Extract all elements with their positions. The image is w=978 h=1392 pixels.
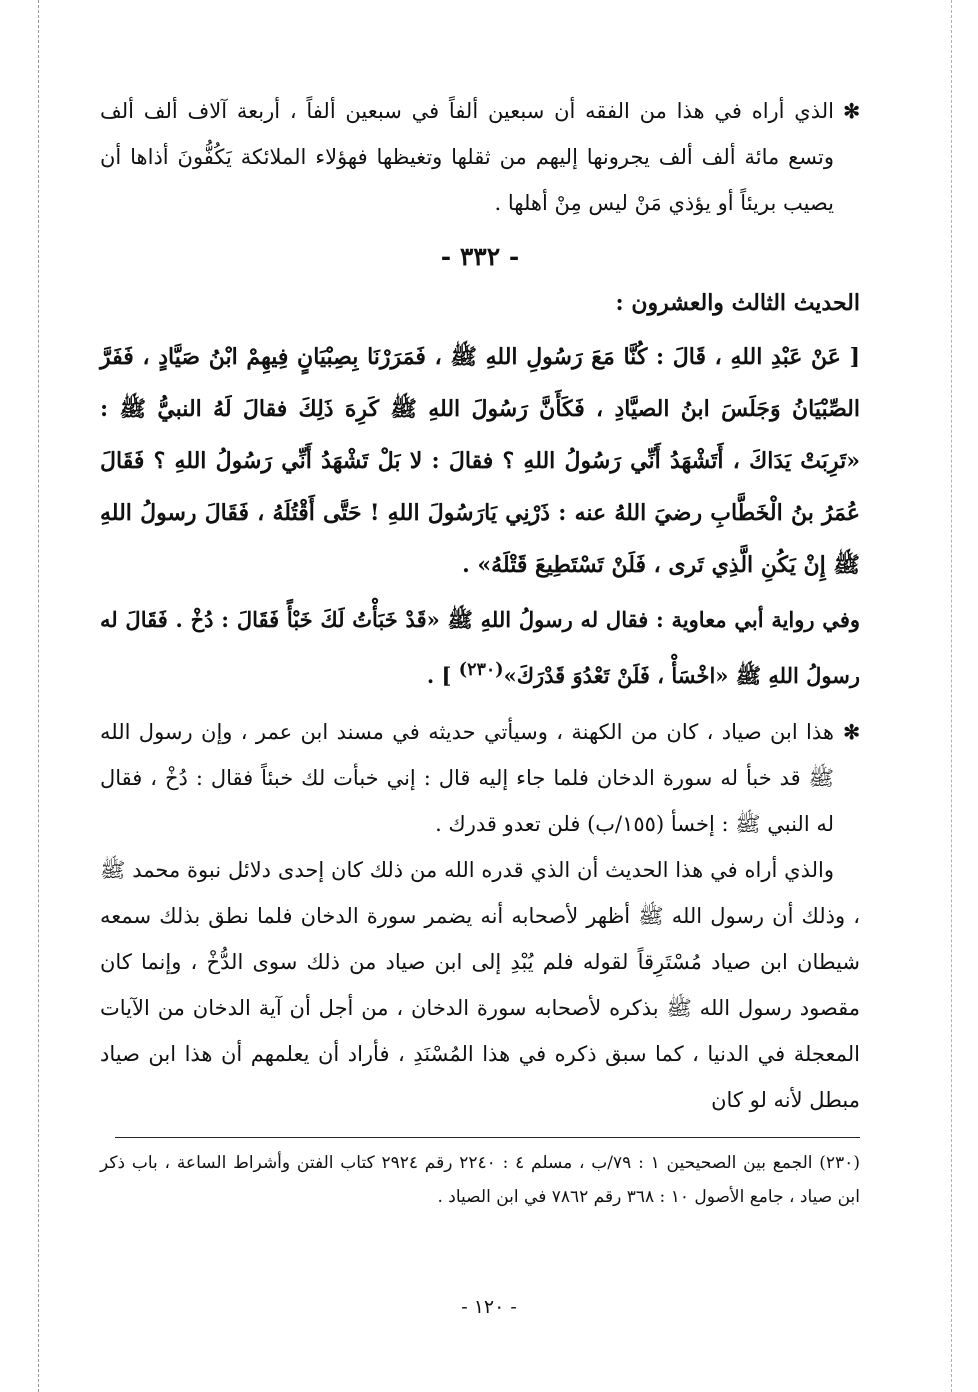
- riwaya-paragraph: [100, 595, 860, 701]
- scan-edge-right: [951, 0, 952, 1392]
- star-marker-icon: ✻: [843, 720, 860, 744]
- intro-note: [100, 88, 860, 226]
- riwaya-text: وفي رواية أبي معاوية : فقال له رسولُ اللهِ ﷺ «قَدْ خَبَأْتُ لَكَ خَبْأً فَقَالَ : دُخْ . فَقَالَ له رسولُ اللهِ ﷺ «اخْسَأْ ، فَلَنْ تَعْدُوَ قَدْرَكَ»: [100, 607, 860, 688]
- page-content: [100, 88, 860, 1214]
- footnote-reference: (٢٣٠): [458, 660, 504, 680]
- page-number: - ١٢٠ -: [461, 1296, 517, 1318]
- commentary-note: [100, 709, 860, 847]
- hadith-number: - ٣٣٢ -: [440, 242, 520, 271]
- commentary-1-text: هذا ابن صياد ، كان من الكهنة ، وسيأتي حديثه في مسند ابن عمر ، وإن رسول الله ﷺ قد خبأ له سورة الدخان فلما جاء إليه قال : إني خبأت لك خبئاً فقال : دُخْ ، فقال له النبي ﷺ : إخسأ (١٥٥/ب) فلن تعدو قدرك .: [100, 720, 834, 836]
- intro-note-text: الذي أراه في هذا من الفقه أن سبعين ألفاً في سبعين ألفاً ، أربعة آلاف ألف ألف وتسع مائة ألف ألف يجرونها إليهم من ثقلها وتغيظها فهؤلاء الملائكة يَكُفُّونَ أذاها أن يصيب بريئاً أو يؤذي مَنْ ليس مِنْ أهلها .: [100, 99, 834, 215]
- scan-edge-left: [38, 0, 39, 1392]
- hadith-text: [ عَنْ عَبْدِ اللهِ ، قَالَ : كُنَّا مَعَ رَسُولِ اللهِ ﷺ ، فَمَرَرْنَا بِصِبْيَانٍ فِيهِمْ ابْنُ صَيَّادٍ ، فَفَرَّ الصِّبْيَانُ وَجَلَسَ ابنُ الصيَّادِ ، فَكَأَنَّ رَسُولَ اللهِ ﷺ كَرِهَ ذَلِكَ فقالَ لَهُ النبيُّ ﷺ : «تَرِبَتْ يَدَاكَ ، أَتَشْهَدُ أَنِّي رَسُولُ اللهِ ؟ فقالَ : لا بَلْ تَشْهَدُ أَنِّي رَسُولُ اللهِ ؟ فَقَالَ عُمَرُ بنُ الْخَطَّابِ رضيَ اللهُ عنه : ذَرْنِي يَارَسُولَ اللهِ ! حَتَّى أَقْتُلَهُ ، فَقَالَ رسولُ اللهِ ﷺ إِنْ يَكُنِ الَّذِي تَرى ، فَلَنْ تَسْتَطِيعَ قَتْلَهُ» .: [100, 344, 860, 578]
- footnote-text: (٢٣٠) الجمع بين الصحيحين ١ : ٧٩/ب ، مسلم ٤ : ٢٢٤٠ رقم ٢٩٢٤ كتاب الفتن وأشراط الساعة ، باب ذكر ابن صياد ، جامع الأصول ١٠ : ٣٦٨ رقم ٧٨٦٢ في ابن الصياد .: [100, 1153, 860, 1207]
- riwaya-close: ] .: [426, 663, 452, 688]
- footnote-separator: [115, 1137, 860, 1138]
- star-marker-icon: ✻: [843, 99, 860, 123]
- commentary-2-text: والذي أراه في هذا الحديث أن الذي قدره الله من ذلك كان إحدى دلائل نبوة محمد ﷺ ، وذلك أن رسول الله ﷺ أظهر لأصحابه أنه يضمر سورة الدخان فلما نطق بذلك سمعه شيطان ابن صياد مُسْتَرِقاً لقوله فلم يُبْدِ إلى ابن صياد من ذلك سوى الدُّخْ ، وإنما كان مقصود رسول الله ﷺ بذكره لأصحابه سورة الدخان ، من أجل أن آية الدخان من الآيات المعجلة في الدنيا ، كما سبق ذكره في هذا المُسْنَدِ ، فأراد أن يعلمهم أن هذا ابن صياد مبطل لأنه لو كان: [100, 858, 860, 1112]
- hadith-heading: الحديث الثالث والعشرون :: [615, 290, 860, 316]
